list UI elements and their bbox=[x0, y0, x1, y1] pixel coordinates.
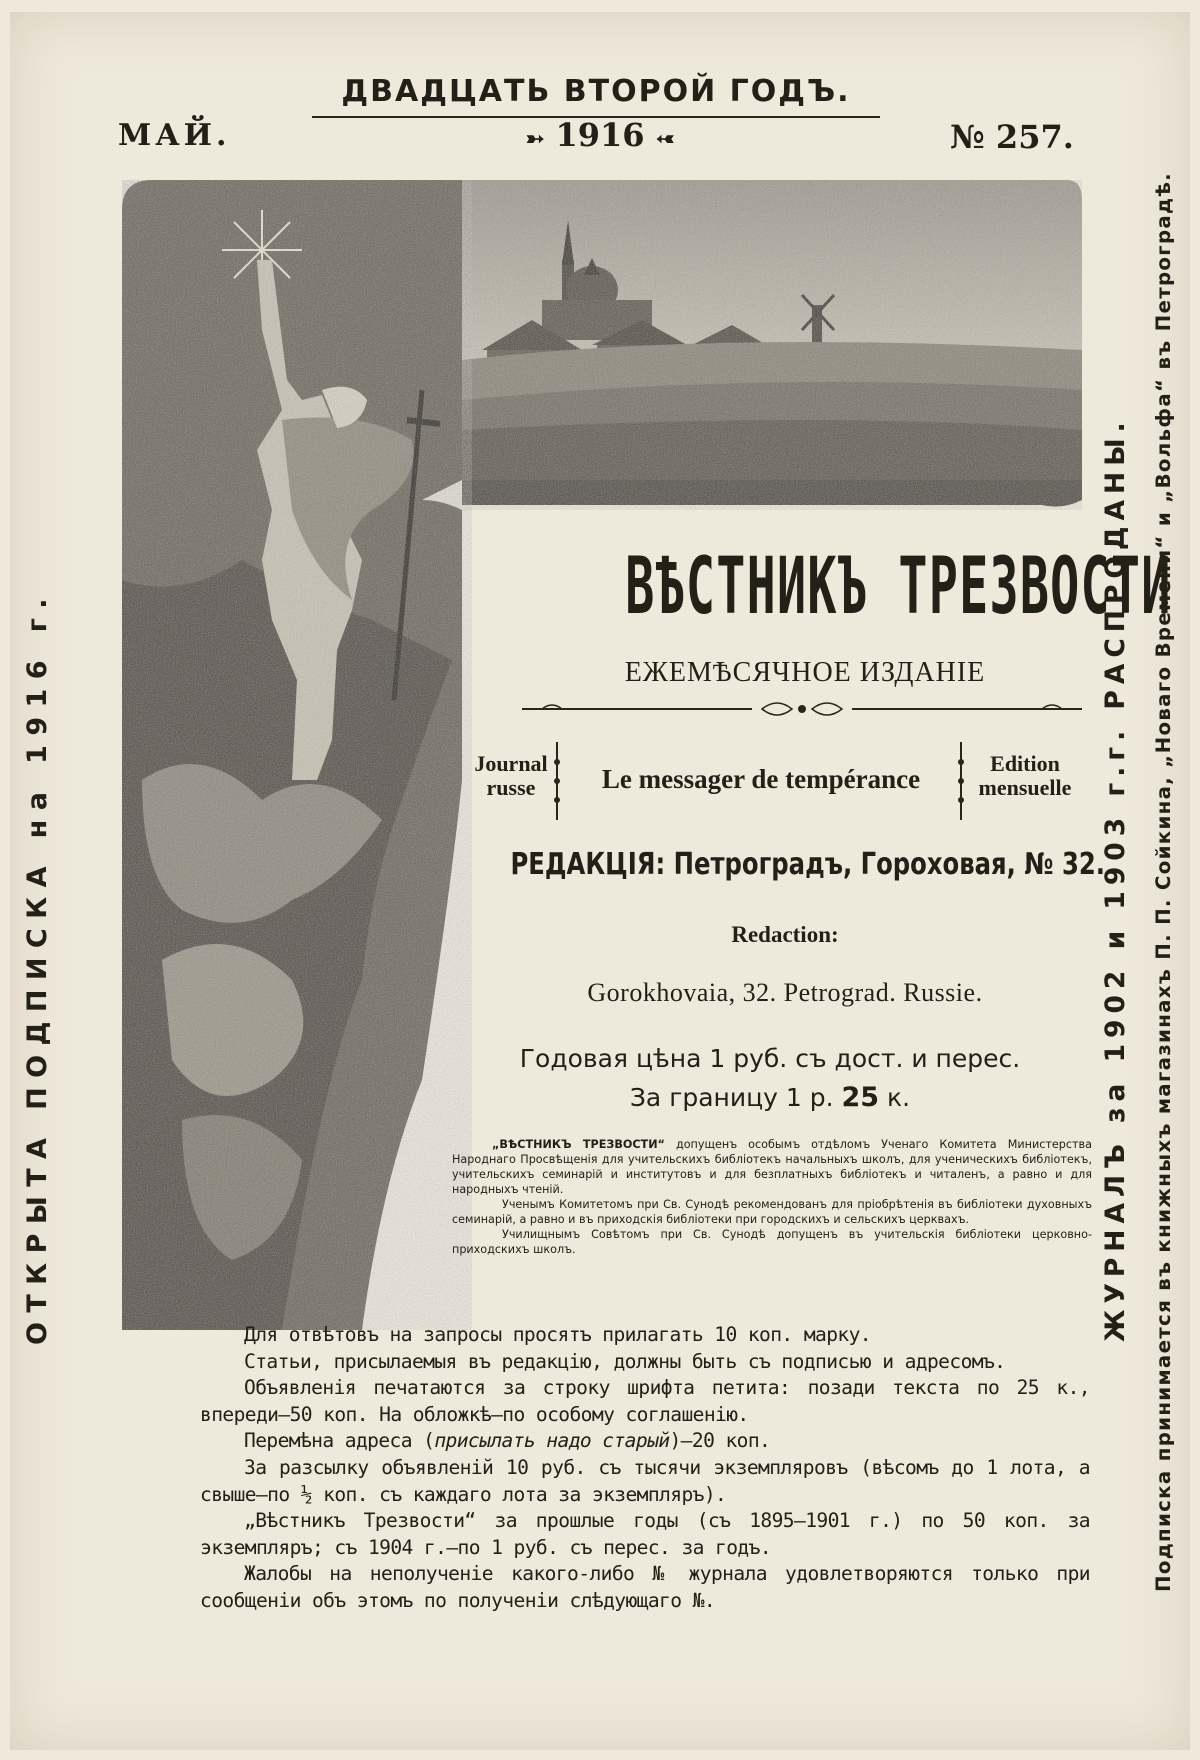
divider-ornament-icon bbox=[522, 695, 1082, 723]
approval-text-1: допущенъ особымъ отдѣломъ Ученаго Комитета Министерства Народнаго Просвѣщенія для учительскихъ библіотекъ начальныхъ школъ, для ученическихъ библіотекъ, учительскихъ семинарій и институтовъ и для безплатныхъ библіотекъ и читаленъ, а равно и для народныхъ чтеній. bbox=[452, 1138, 1092, 1196]
journal-russe-line-1: Journal bbox=[474, 751, 548, 776]
editorial-address-fr: Gorokhovaia, 32. Petrograd. Russie. bbox=[587, 978, 983, 1007]
terms-text-italic: присылать надо старый bbox=[434, 1429, 670, 1453]
foreign-price bbox=[450, 1082, 1090, 1113]
approval-paragraph-3: Училищнымъ Совѣтомъ при Св. Сунодѣ допущенъ въ учительскія библіотеки церковно-приходскихъ школъ. bbox=[452, 1228, 1092, 1256]
terms-paragraph bbox=[200, 1428, 1090, 1455]
terms-paragraph: Объявленія печатаются за строку шрифта петита: позади текста по 25 к., впереди—50 коп. На обложкѣ—по особому соглашенію. bbox=[200, 1376, 1090, 1426]
foreign-price-text: За границу 1 р. bbox=[629, 1083, 842, 1112]
terms-paragraph: Жалобы на неполученіе какого-либо № журнала удовлетворяются только при сообщеніи объ этомъ по полученіи слѣдующаго №. bbox=[200, 1562, 1090, 1612]
issue-year bbox=[480, 116, 720, 154]
editorial-address-ru: РЕДАКЦІЯ: Петроградъ, Гороховая, № 32. bbox=[510, 847, 1105, 882]
french-title: Le messager de tempérance bbox=[601, 764, 921, 794]
issue-number: № 257. bbox=[950, 118, 1074, 156]
foreign-price-unit: к. bbox=[879, 1083, 911, 1112]
approval-notice bbox=[452, 1137, 1092, 1257]
terms-text-part: Перемѣна адреса ( bbox=[244, 1429, 435, 1453]
edition-mensuelle-label bbox=[965, 752, 1085, 800]
journal-subtitle: ЕЖЕМѢСЯЧНОЕ ИЗДАНІЕ bbox=[624, 657, 986, 688]
subscription-open-vertical: ОТКРЫТА ПОДПИСКА на 1916 г. bbox=[22, 589, 53, 1345]
foreign-price-kopecks: 25 bbox=[841, 1082, 880, 1113]
sold-out-vertical: ЖУРНАЛЪ за 1902 и 1903 г.г. РАСПРОДАНЫ. bbox=[1100, 416, 1131, 1342]
approval-paragraph-2: Ученымъ Комитетомъ при Св. Сунодѣ рекомендованъ для пріобрѣтенія въ библіотеки духовныхъ семинарій, а равно и въ приходскія библіотеки при городскихъ и сельскихъ церквахъ. bbox=[452, 1198, 1092, 1226]
terms-text bbox=[200, 1322, 1090, 1615]
terms-paragraph: За разсылку объявленій 10 руб. съ тысячи экземпляровъ (вѣсомъ до 1 лота, а свыше—по ½ коп. съ каждаго лота за экземпляръ). bbox=[200, 1455, 1090, 1506]
edition-line-2: mensuelle bbox=[978, 775, 1072, 800]
approval-journal-name: „ВѢСТНИКЪ ТРЕЗВОСТИ“ bbox=[492, 1138, 665, 1151]
issue-year-text: 1916 bbox=[555, 116, 645, 154]
vertical-separator-icon bbox=[550, 742, 564, 820]
journal-russe-label bbox=[466, 752, 556, 800]
annual-price: Годовая цѣна 1 руб. съ дост. и перес. bbox=[519, 1044, 1021, 1073]
terms-paragraph: Для отвѣтовъ на запросы просятъ прилагать 10 коп. марку. bbox=[244, 1323, 872, 1346]
journal-title: ВѢСТНИКЪ ТРЕЗВОСТИ bbox=[625, 542, 1172, 632]
terms-text-part: )—20 коп. bbox=[669, 1429, 771, 1453]
allegorical-figure-column bbox=[122, 180, 472, 1330]
terms-paragraph: Статьи, присылаемыя въ редакцію, должны быть съ подписью и адресомъ. bbox=[244, 1349, 1006, 1373]
year-of-publication: ДВАДЦАТЬ ВТОРОЙ ГОДЪ. bbox=[341, 74, 851, 109]
issue-month: МАЙ. bbox=[118, 118, 231, 153]
left-arrow-ornament-icon: ➳ bbox=[525, 126, 545, 152]
redaction-label: Redaction: bbox=[731, 922, 839, 947]
terms-paragraph: „Вѣстникъ Трезвости“ за прошлые годы (съ 1895—1901 г.) по 50 коп. за экземпляръ; съ 1904 г.—по 1 руб. съ перес. за годъ. bbox=[200, 1509, 1090, 1559]
journal-russe-line-2: russe bbox=[486, 775, 536, 800]
journal-cover-page bbox=[10, 12, 1190, 1750]
edition-line-1: Edition bbox=[990, 751, 1060, 776]
right-arrow-ornament-icon: ➳ bbox=[655, 126, 675, 152]
subscription-places-vertical: Подписка принимается въ книжныхъ магазинахъ П. П. Сойкина, „Новаго Времени“ и „Вольфа“ въ Петроградѣ. bbox=[1152, 172, 1175, 1592]
approval-paragraph-1 bbox=[452, 1137, 1092, 1197]
